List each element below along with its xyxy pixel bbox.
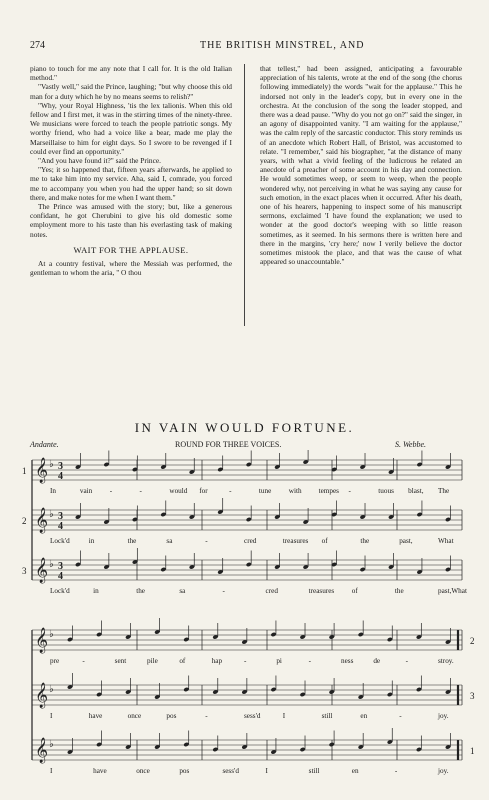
right-column: [260, 64, 462, 266]
section-heading: WAIT FOR THE APPLAUSE.: [73, 244, 189, 255]
lyric-word: -: [205, 537, 208, 545]
paragraph: "And you have found it?" said the Prince.: [38, 156, 162, 166]
lyric-word: once: [127, 712, 142, 720]
lyric-word: Lock'd: [50, 537, 70, 545]
left-column: [30, 64, 232, 277]
lyric-word: with: [288, 487, 302, 495]
staff-number: 2: [22, 516, 27, 526]
lyric-word: once: [136, 767, 150, 775]
lyric-word: sent: [114, 657, 127, 665]
flat-icon: ♭: [49, 684, 54, 695]
lyric-word: The: [438, 487, 450, 495]
lyric-word: pos: [179, 767, 190, 775]
staff-number: 1: [470, 746, 475, 756]
treble-clef-icon: 𝄞: [35, 557, 49, 582]
lyric-word: of: [321, 537, 328, 545]
lyric-word: hap: [211, 657, 223, 665]
page-header: [30, 40, 462, 54]
lyric-word: -: [244, 657, 247, 665]
lyric-word: tune: [258, 487, 272, 495]
lyric-word: de: [373, 657, 381, 665]
lyric-word: I: [265, 767, 268, 775]
time-signature-bottom: 4: [58, 571, 63, 582]
lyric-word: vain: [79, 487, 93, 495]
lyric-word: -: [205, 712, 208, 720]
lyric-word: pile: [147, 657, 158, 665]
lyric-word: in: [88, 537, 95, 545]
lyric-word: en: [351, 767, 359, 775]
treble-clef-icon: 𝄞: [35, 507, 49, 532]
time-signature-bottom: 4: [58, 471, 63, 482]
paragraph: The Prince was amused with the story; but, like a generous confidant, he got Cherubini to give his old domestic some employment more to his taste than his everlasting task of making notes.: [30, 202, 232, 239]
lyric-word: I: [50, 712, 53, 720]
lyric-word: -: [109, 487, 113, 495]
lyric-word: Lock'd: [50, 587, 70, 595]
treble-clef-icon: 𝄞: [35, 457, 49, 482]
lyric-word: blast,: [408, 487, 424, 495]
music-score: [0, 450, 489, 790]
lyric-word: tuous: [378, 487, 394, 495]
lyric-word: I: [282, 712, 286, 720]
lyric-word: joy.: [438, 767, 449, 775]
lyric-word: sa: [166, 537, 173, 545]
staff-number: 1: [22, 466, 27, 476]
flat-icon: ♭: [49, 509, 54, 520]
composer: S. Webbe.: [395, 440, 427, 449]
lyric-word: -: [394, 767, 398, 775]
lyric-word: -: [308, 657, 312, 665]
running-title: THE BRITISH MINSTREL, AND: [200, 40, 365, 51]
flat-icon: ♭: [49, 629, 54, 640]
lyric-word: pi: [276, 657, 282, 665]
lyric-word: the: [394, 587, 404, 595]
lyric-word: ness: [341, 657, 354, 665]
page-number: 274: [30, 40, 45, 51]
paragraph: piano to touch for me any note that I call for. It is the old Italian method.": [30, 64, 232, 83]
lyric-word: sa: [179, 587, 186, 595]
lyric-word: have: [88, 712, 103, 720]
lyric-word: I: [50, 767, 53, 775]
treble-clef-icon: 𝄞: [35, 737, 49, 762]
lyric-word: tempes: [318, 487, 339, 495]
lyric-word: -: [399, 712, 402, 720]
paragraph: At a country festival, where the Messiah was performed, the gentleman to whom the aria, " O thou: [30, 259, 232, 278]
lyric-word: of: [351, 587, 358, 595]
music-subtitle: ROUND FOR THREE VOICES.: [175, 440, 282, 449]
lyric-word: the: [136, 587, 146, 595]
staff-number: 2: [470, 636, 475, 646]
lyric-word: of: [179, 657, 186, 665]
paragraph: that tellest," had been assigned, anticipating a favourable appreciation of his talents, wrote at the end of the song (the chorus following immediately) the words "wait for the applause." This he indorsed not only in the leader's copy, but in every one in the orchestra. At the conclusion of the song the leader stopped, and there was a dead pause. "Why do you not go on?" said the singer, in an agony of disappointed vanity. "I am waiting for the applause," was the calm reply of the sarcastic conductor. This story reminds us of an anecdote which Robert Hall, of Bristol, was accustomed to relate. "I remember," said his biographer, "at the distance of many years, with what a vivid feeling of the ludicrous he related an anecdote of a preacher of some account in his day and connection. He would sometimes weep, or seem to weep, when the people wondered why, not perceiving in what he was saying any cause for such emotion, in the exact places when it occurred. After his death, one of his hearers, happening to inspect some of his manuscript sermons, exclaimed 'I have found the explanation; we used to wonder at the good doctor's weeping with so little reason sometimes, as it seemed. In his sermons there is written here and there in the margins, 'cry here;' now I verily believe the doctor sometimes mistook the place, and that was the cause of what appeared so unaccountable.": [260, 64, 462, 267]
flat-icon: ♭: [49, 459, 54, 470]
lyric-word: the: [360, 537, 370, 545]
staff-number: 3: [22, 566, 27, 576]
lyric-word: treasures: [282, 537, 309, 545]
column-divider: [244, 64, 245, 326]
lyric-word: still: [308, 767, 320, 775]
lyric-word: -: [348, 487, 351, 495]
lyric-word: stroy.: [438, 657, 454, 665]
lyric-word: in: [93, 587, 99, 595]
flat-icon: ♭: [49, 739, 54, 750]
lyric-word: sess'd: [244, 712, 261, 720]
lyric-word: have: [93, 767, 107, 775]
paragraph: "Yes; it so happened that, fifteen years afterwards, he applied to me to take him into my service. Aha, said I, comrade, you forced me to accompany you when you had the upper hand; so sit down there, and make notes for me when I want them.": [30, 165, 232, 202]
time-signature-top: 3: [58, 511, 63, 522]
lyric-word: -: [82, 657, 85, 665]
staff-number: 3: [470, 691, 475, 701]
lyric-word: cred: [265, 587, 278, 595]
treble-clef-icon: 𝄞: [35, 682, 49, 707]
lyric-word: -: [229, 487, 232, 495]
lyric-word: -: [405, 657, 409, 665]
time-signature-top: 3: [58, 561, 63, 572]
lyric-word: still: [321, 712, 333, 720]
lyric-word: What: [438, 537, 454, 545]
lyric-word: -: [222, 587, 225, 595]
lyric-word: the: [127, 537, 137, 545]
paragraph: "Why, your Royal Highness, 'tis the lex talionis. When this old fellow and I first met, it was in the stirring times of the ninety-three. We musicians were forced to teach the people patriotic songs. My worthy friend, who had a voice like a bear, made me play the Marseillaise to him for eight days. So I swore to be revenged if I could ever find an opportunity.": [30, 100, 232, 156]
lyric-word: In: [50, 487, 56, 495]
lyric-word: past,What: [438, 587, 467, 595]
tempo-marking: Andante.: [30, 440, 59, 449]
lyric-word: -: [139, 487, 142, 495]
lyric-word: pos: [166, 712, 177, 720]
lyric-word: en: [360, 712, 368, 720]
lyric-word: for: [199, 487, 208, 495]
lyric-word: treasures: [308, 587, 335, 595]
treble-clef-icon: 𝄞: [35, 627, 49, 652]
paragraph: "Vastly well," said the Prince, laughing; "but why choose this old man for a duty which he by no means seems to relish?": [30, 82, 232, 101]
flat-icon: ♭: [49, 559, 54, 570]
lyric-word: would: [169, 487, 188, 495]
lyric-word: past,: [399, 537, 413, 545]
lyric-word: joy.: [438, 712, 449, 720]
time-signature-top: 3: [58, 461, 63, 472]
lyric-word: cred: [244, 537, 257, 545]
lyric-word: sess'd: [222, 767, 239, 775]
time-signature-bottom: 4: [58, 521, 63, 532]
lyric-word: pre: [50, 657, 60, 665]
music-title: IN VAIN WOULD FORTUNE.: [134, 420, 355, 435]
